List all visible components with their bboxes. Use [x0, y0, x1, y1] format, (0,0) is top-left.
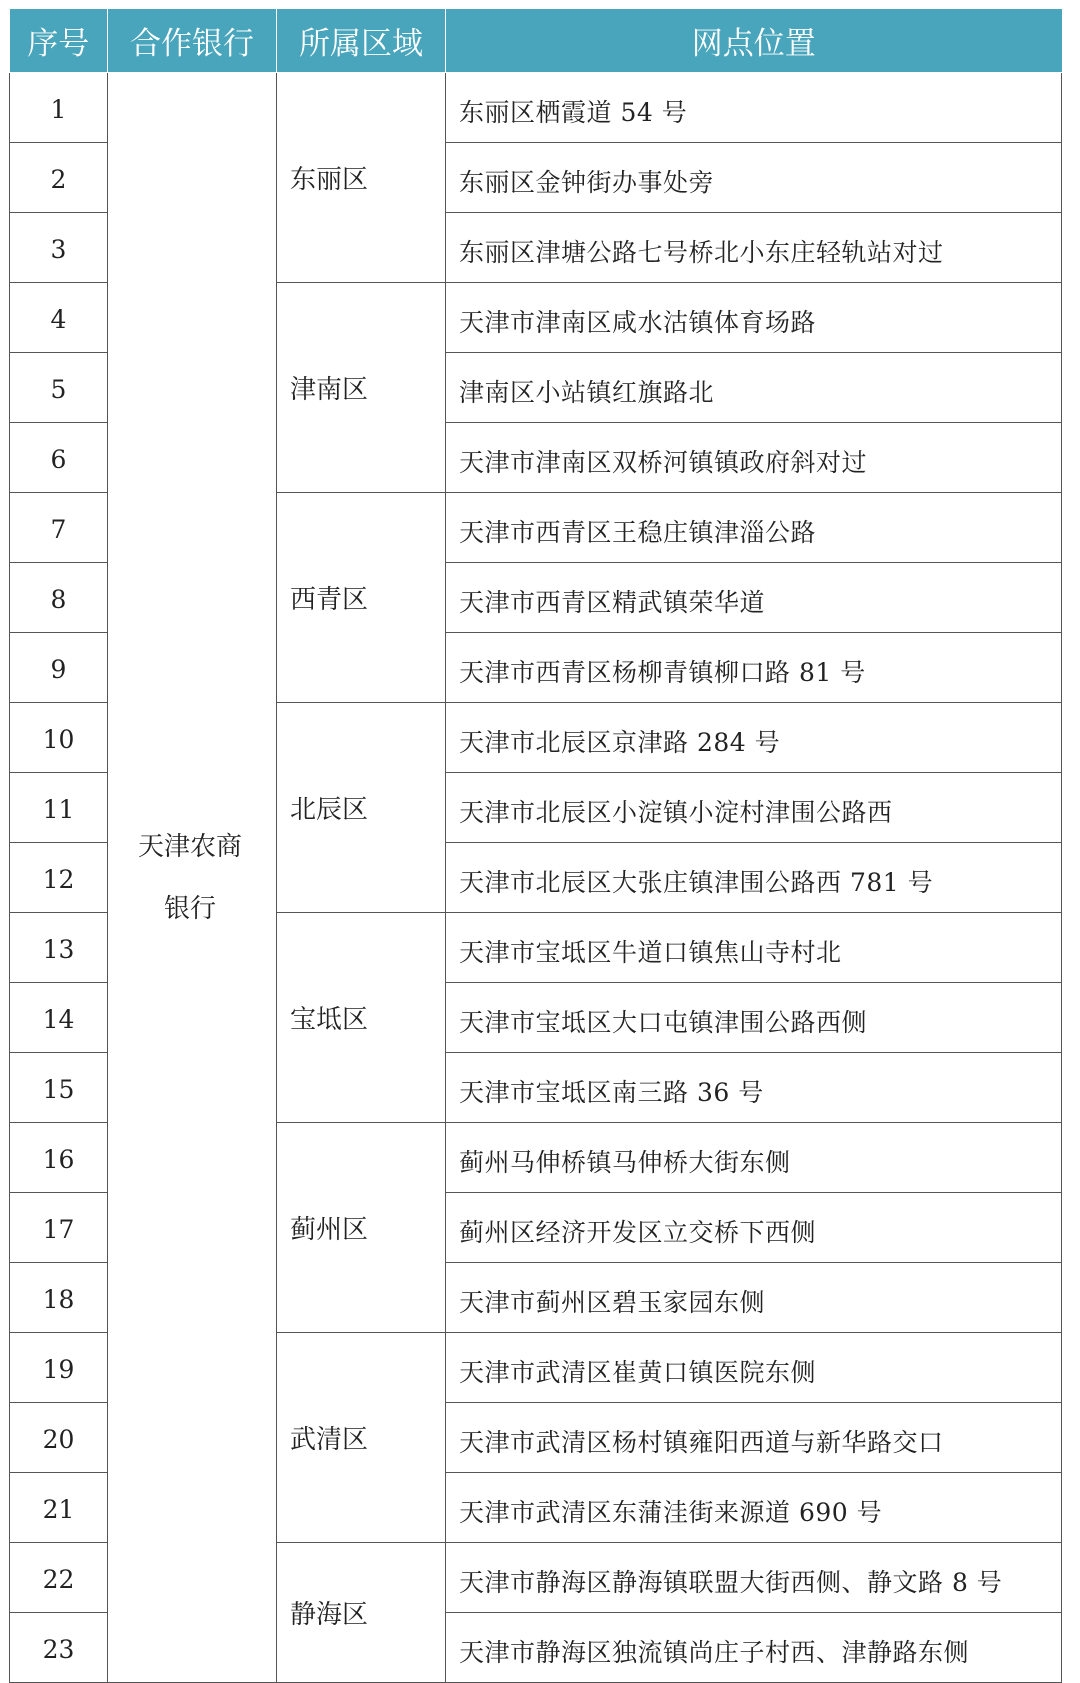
- district-cell: 东丽区: [277, 73, 446, 283]
- address-cell: 东丽区栖霞道 54 号: [446, 73, 1062, 143]
- row-index: 1: [10, 73, 108, 143]
- district-cell: 津南区: [277, 283, 446, 493]
- address-cell: 天津市宝坻区南三路 36 号: [446, 1053, 1062, 1123]
- address-cell: 天津市静海区独流镇尚庄子村西、津静路东侧: [446, 1613, 1062, 1683]
- row-index: 8: [10, 563, 108, 633]
- address-cell: 天津市武清区杨村镇雍阳西道与新华路交口: [446, 1403, 1062, 1473]
- bank-name-cell: [108, 73, 277, 1683]
- address-cell: 天津市北辰区小淀镇小淀村津围公路西: [446, 773, 1062, 843]
- address-cell: 天津市武清区崔黄口镇医院东侧: [446, 1333, 1062, 1403]
- bank-name-line1: 天津农商: [137, 831, 242, 862]
- address-cell: 蓟州区经济开发区立交桥下西侧: [446, 1193, 1062, 1263]
- row-index: 10: [10, 703, 108, 773]
- address-cell: 天津市北辰区京津路 284 号: [446, 703, 1062, 773]
- table-body: [10, 73, 1062, 1683]
- address-cell: 天津市武清区东蒲洼街来源道 690 号: [446, 1473, 1062, 1543]
- address-cell: 蓟州马伸桥镇马伸桥大街东侧: [446, 1123, 1062, 1193]
- table-header: [10, 9, 1062, 73]
- address-cell: 天津市静海区静海镇联盟大街西侧、静文路 8 号: [446, 1543, 1062, 1613]
- row-index: 9: [10, 633, 108, 703]
- address-cell: 东丽区金钟街办事处旁: [446, 143, 1062, 213]
- row-index: 22: [10, 1543, 108, 1613]
- address-cell: 天津市津南区双桥河镇镇政府斜对过: [446, 423, 1062, 493]
- address-cell: 东丽区津塘公路七号桥北小东庄轻轨站对过: [446, 213, 1062, 283]
- table-row: [10, 73, 1062, 143]
- row-index: 18: [10, 1263, 108, 1333]
- row-index: 13: [10, 913, 108, 983]
- branch-table-container: [9, 9, 1061, 1683]
- address-cell: 津南区小站镇红旗路北: [446, 353, 1062, 423]
- district-cell: 蓟州区: [277, 1123, 446, 1333]
- header-bank: 合作银行: [108, 9, 277, 73]
- header-district: 所属区域: [277, 9, 446, 73]
- row-index: 12: [10, 843, 108, 913]
- row-index: 4: [10, 283, 108, 353]
- address-cell: 天津市西青区精武镇荣华道: [446, 563, 1062, 633]
- branch-table: [9, 9, 1062, 1683]
- header-index: 序号: [10, 9, 108, 73]
- district-cell: 西青区: [277, 493, 446, 703]
- row-index: 17: [10, 1193, 108, 1263]
- address-cell: 天津市宝坻区大口屯镇津围公路西侧: [446, 983, 1062, 1053]
- row-index: 11: [10, 773, 108, 843]
- district-cell: 宝坻区: [277, 913, 446, 1123]
- row-index: 2: [10, 143, 108, 213]
- row-index: 20: [10, 1403, 108, 1473]
- row-index: 5: [10, 353, 108, 423]
- row-index: 21: [10, 1473, 108, 1543]
- address-cell: 天津市西青区王稳庄镇津淄公路: [446, 493, 1062, 563]
- address-cell: 天津市北辰区大张庄镇津围公路西 781 号: [446, 843, 1062, 913]
- district-cell: 北辰区: [277, 703, 446, 913]
- district-cell: 静海区: [277, 1543, 446, 1683]
- header-row: [10, 9, 1062, 73]
- row-index: 23: [10, 1613, 108, 1683]
- district-cell: 武清区: [277, 1333, 446, 1543]
- row-index: 16: [10, 1123, 108, 1193]
- address-cell: 天津市蓟州区碧玉家园东侧: [446, 1263, 1062, 1333]
- address-cell: 天津市津南区咸水沽镇体育场路: [446, 283, 1062, 353]
- address-cell: 天津市宝坻区牛道口镇焦山寺村北: [446, 913, 1062, 983]
- address-cell: 天津市西青区杨柳青镇柳口路 81 号: [446, 633, 1062, 703]
- row-index: 3: [10, 213, 108, 283]
- header-location: 网点位置: [446, 9, 1062, 73]
- row-index: 7: [10, 493, 108, 563]
- row-index: 15: [10, 1053, 108, 1123]
- row-index: 6: [10, 423, 108, 493]
- row-index: 14: [10, 983, 108, 1053]
- row-index: 19: [10, 1333, 108, 1403]
- bank-name-line2: 银行: [163, 893, 216, 924]
